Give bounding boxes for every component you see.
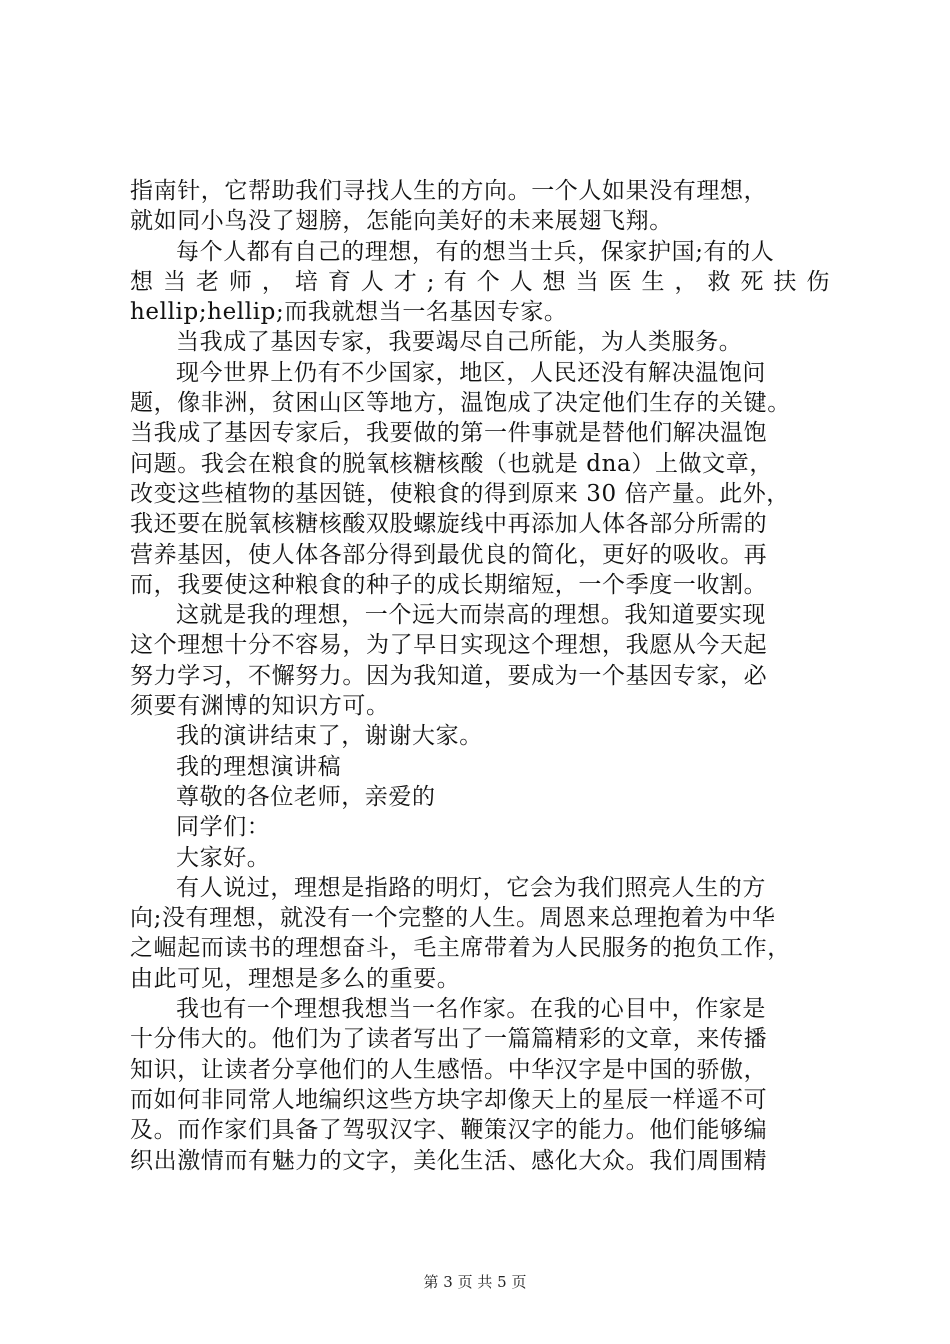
text-line: 这个理想十分不容易，为了早日实现这个理想，我愿从今天起 — [130, 632, 768, 659]
text-line: 指南针，它帮助我们寻找人生的方向。一个人如果没有理想， — [130, 178, 768, 204]
page-footer: 第 3 页 共 5 页 — [423, 1273, 527, 1291]
text-line: 我还要在脱氧核糖核酸双股螺旋线中再添加人体各部分所需的 — [130, 511, 768, 538]
text-line: 题，像非洲，贫困山区等地方，温饱成了决定他们生存的关键。 — [130, 390, 791, 417]
text-line: 当我成了基因专家，我要竭尽自己所能，为人类服务。 — [176, 329, 743, 356]
text-line: 向;没有理想，就没有一个完整的人生。周恩来总理抱着为中华 — [130, 905, 776, 932]
text-line: 现今世界上仍有不少国家，地区，人民还没有解决温饱问 — [176, 359, 766, 386]
text-line: 有人说过，理想是指路的明灯，它会为我们照亮人生的方 — [176, 874, 766, 901]
text-line: 问题。我会在粮食的脱氧核糖核酸（也就是 dna）上做文章， — [130, 450, 773, 477]
text-line: 及。而作家们具备了驾驭汉字、鞭策汉字的能力。他们能够编 — [130, 1117, 768, 1144]
text-line: 须要有渊博的知识方可。 — [130, 693, 390, 720]
text-line: 就如同小鸟没了翅膀，怎能向美好的未来展翅飞翔。 — [130, 208, 673, 235]
text-line: 改变这些植物的基因链，使粮食的得到原来 30 倍产量。此外， — [130, 480, 790, 507]
text-line: 大家好。 — [176, 844, 271, 871]
text-line: 同学们： — [176, 814, 271, 841]
body-text — [130, 176, 830, 1176]
text-line: 而如何非同常人地编织这些方块字却像天上的星辰一样遥不可 — [130, 1086, 768, 1113]
text-line: 营养基因，使人体各部分得到最优良的简化，更好的吸收。再 — [130, 541, 768, 568]
text-line: hellip;hellip;而我就想当一名基因专家。 — [130, 299, 568, 326]
text-line: 这就是我的理想，一个远大而崇高的理想。我知道要实现 — [176, 602, 766, 629]
text-line: 我的理想演讲稿 — [176, 753, 342, 780]
text-line: 由此可见，理想是多么的重要。 — [130, 965, 461, 992]
text-line: 尊敬的各位老师，亲爱的 — [176, 783, 436, 810]
text-line: 而，我要使这种粮食的种子的成长期缩短，一个季度一收割。 — [130, 571, 768, 598]
text-line: 织出激情而有魅力的文字，美化生活、感化大众。我们周围精 — [130, 1147, 768, 1174]
text-line: 知识，让读者分享他们的人生感悟。中华汉字是中国的骄傲， — [130, 1056, 768, 1083]
text-line: 想 当 老 师 ， 培 育 人 才 ; 有 个 人 想 当 医 生 ， 救 死 扶 伤 — [130, 268, 830, 295]
text-line: 十分伟大的。他们为了读者写出了一篇篇精彩的文章，来传播 — [130, 1026, 768, 1053]
text-line: 我的演讲结束了，谢谢大家。 — [176, 723, 483, 750]
text-line: 努力学习，不懈努力。因为我知道，要成为一个基因专家，必 — [130, 662, 768, 689]
text-line: 之崛起而读书的理想奋斗，毛主席带着为人民服务的抱负工作， — [130, 935, 791, 962]
text-line: 每个人都有自己的理想，有的想当士兵，保家护国;有的人 — [176, 238, 775, 265]
text-line: 我也有一个理想我想当一名作家。在我的心目中，作家是 — [176, 996, 766, 1023]
text-line: 当我成了基因专家后，我要做的第一件事就是替他们解决温饱 — [130, 420, 768, 447]
